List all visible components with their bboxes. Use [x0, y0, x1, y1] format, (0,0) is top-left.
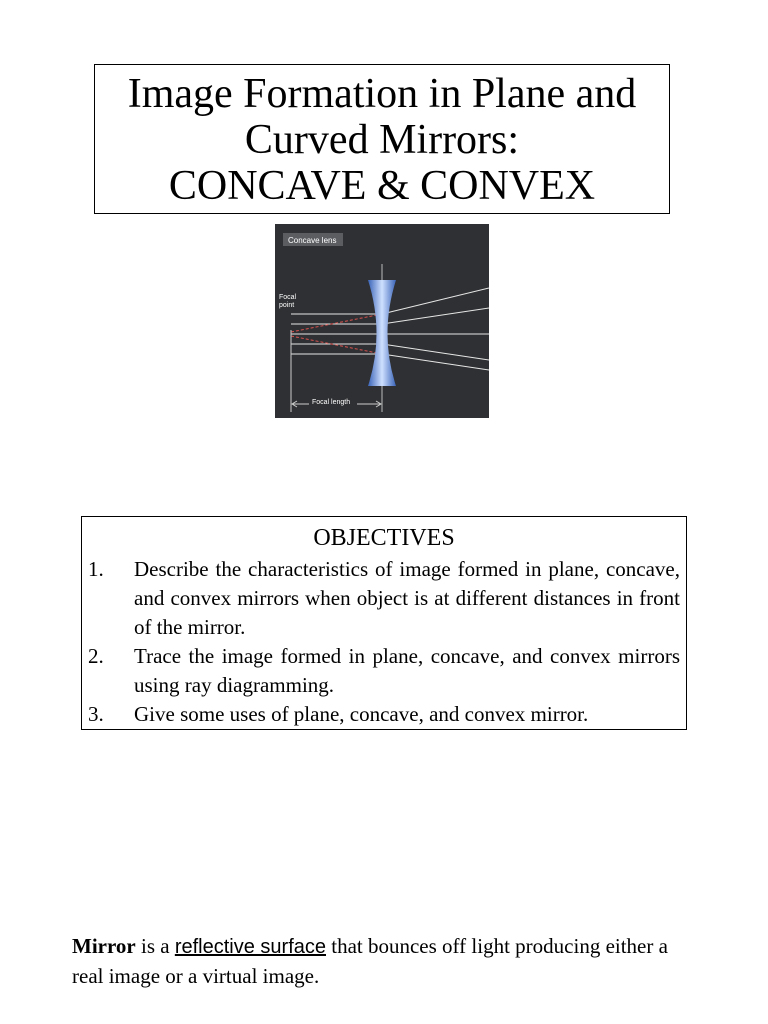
objectives-list [88, 555, 680, 729]
objective-item [88, 700, 680, 729]
definition-text-1: is a [135, 934, 175, 958]
objective-text: Describe the characteristics of image formed in plane, concave, and convex mirrors when object is at different distances in front of the mirror. [134, 557, 680, 639]
virtual-ray-1 [291, 314, 382, 332]
outgoing-ray-4 [382, 344, 489, 360]
objective-item [88, 555, 680, 642]
definition-term: Mirror [72, 934, 136, 958]
mirror-definition [72, 932, 672, 991]
lens-diagram-svg [275, 224, 489, 418]
focal-length-label: Focal length [312, 399, 351, 406]
objective-number: 2. [88, 644, 104, 668]
concave-lens-shape [368, 280, 396, 386]
definition-text-2: that bounces off light producing either a real image or a virtual image. [72, 934, 668, 988]
objectives-box [81, 516, 687, 730]
focal-point-label-1: Focal [279, 294, 297, 301]
focal-point-label-2: point [279, 302, 295, 309]
objective-number: 1. [88, 557, 104, 581]
title-line-3: CONCAVE & CONVEX [168, 163, 596, 209]
objectives-heading: OBJECTIVES [313, 525, 455, 551]
lens-label: Concave lens [288, 236, 337, 245]
reflective-surface-link[interactable]: reflective surface [174, 936, 326, 958]
objective-item [88, 642, 680, 700]
objective-number: 3. [88, 702, 104, 726]
objective-text: Trace the image formed in plane, concave, and convex mirrors using ray diagramming. [134, 644, 680, 697]
title-line-2: Curved Mirrors: [244, 117, 520, 163]
outgoing-ray-5 [382, 354, 489, 370]
concave-lens-diagram [275, 224, 489, 418]
title-line-1: Image Formation in Plane and [127, 71, 637, 117]
virtual-ray-2 [291, 336, 382, 354]
title-box [94, 64, 670, 214]
objective-text: Give some uses of plane, concave, and convex mirror. [134, 702, 589, 726]
